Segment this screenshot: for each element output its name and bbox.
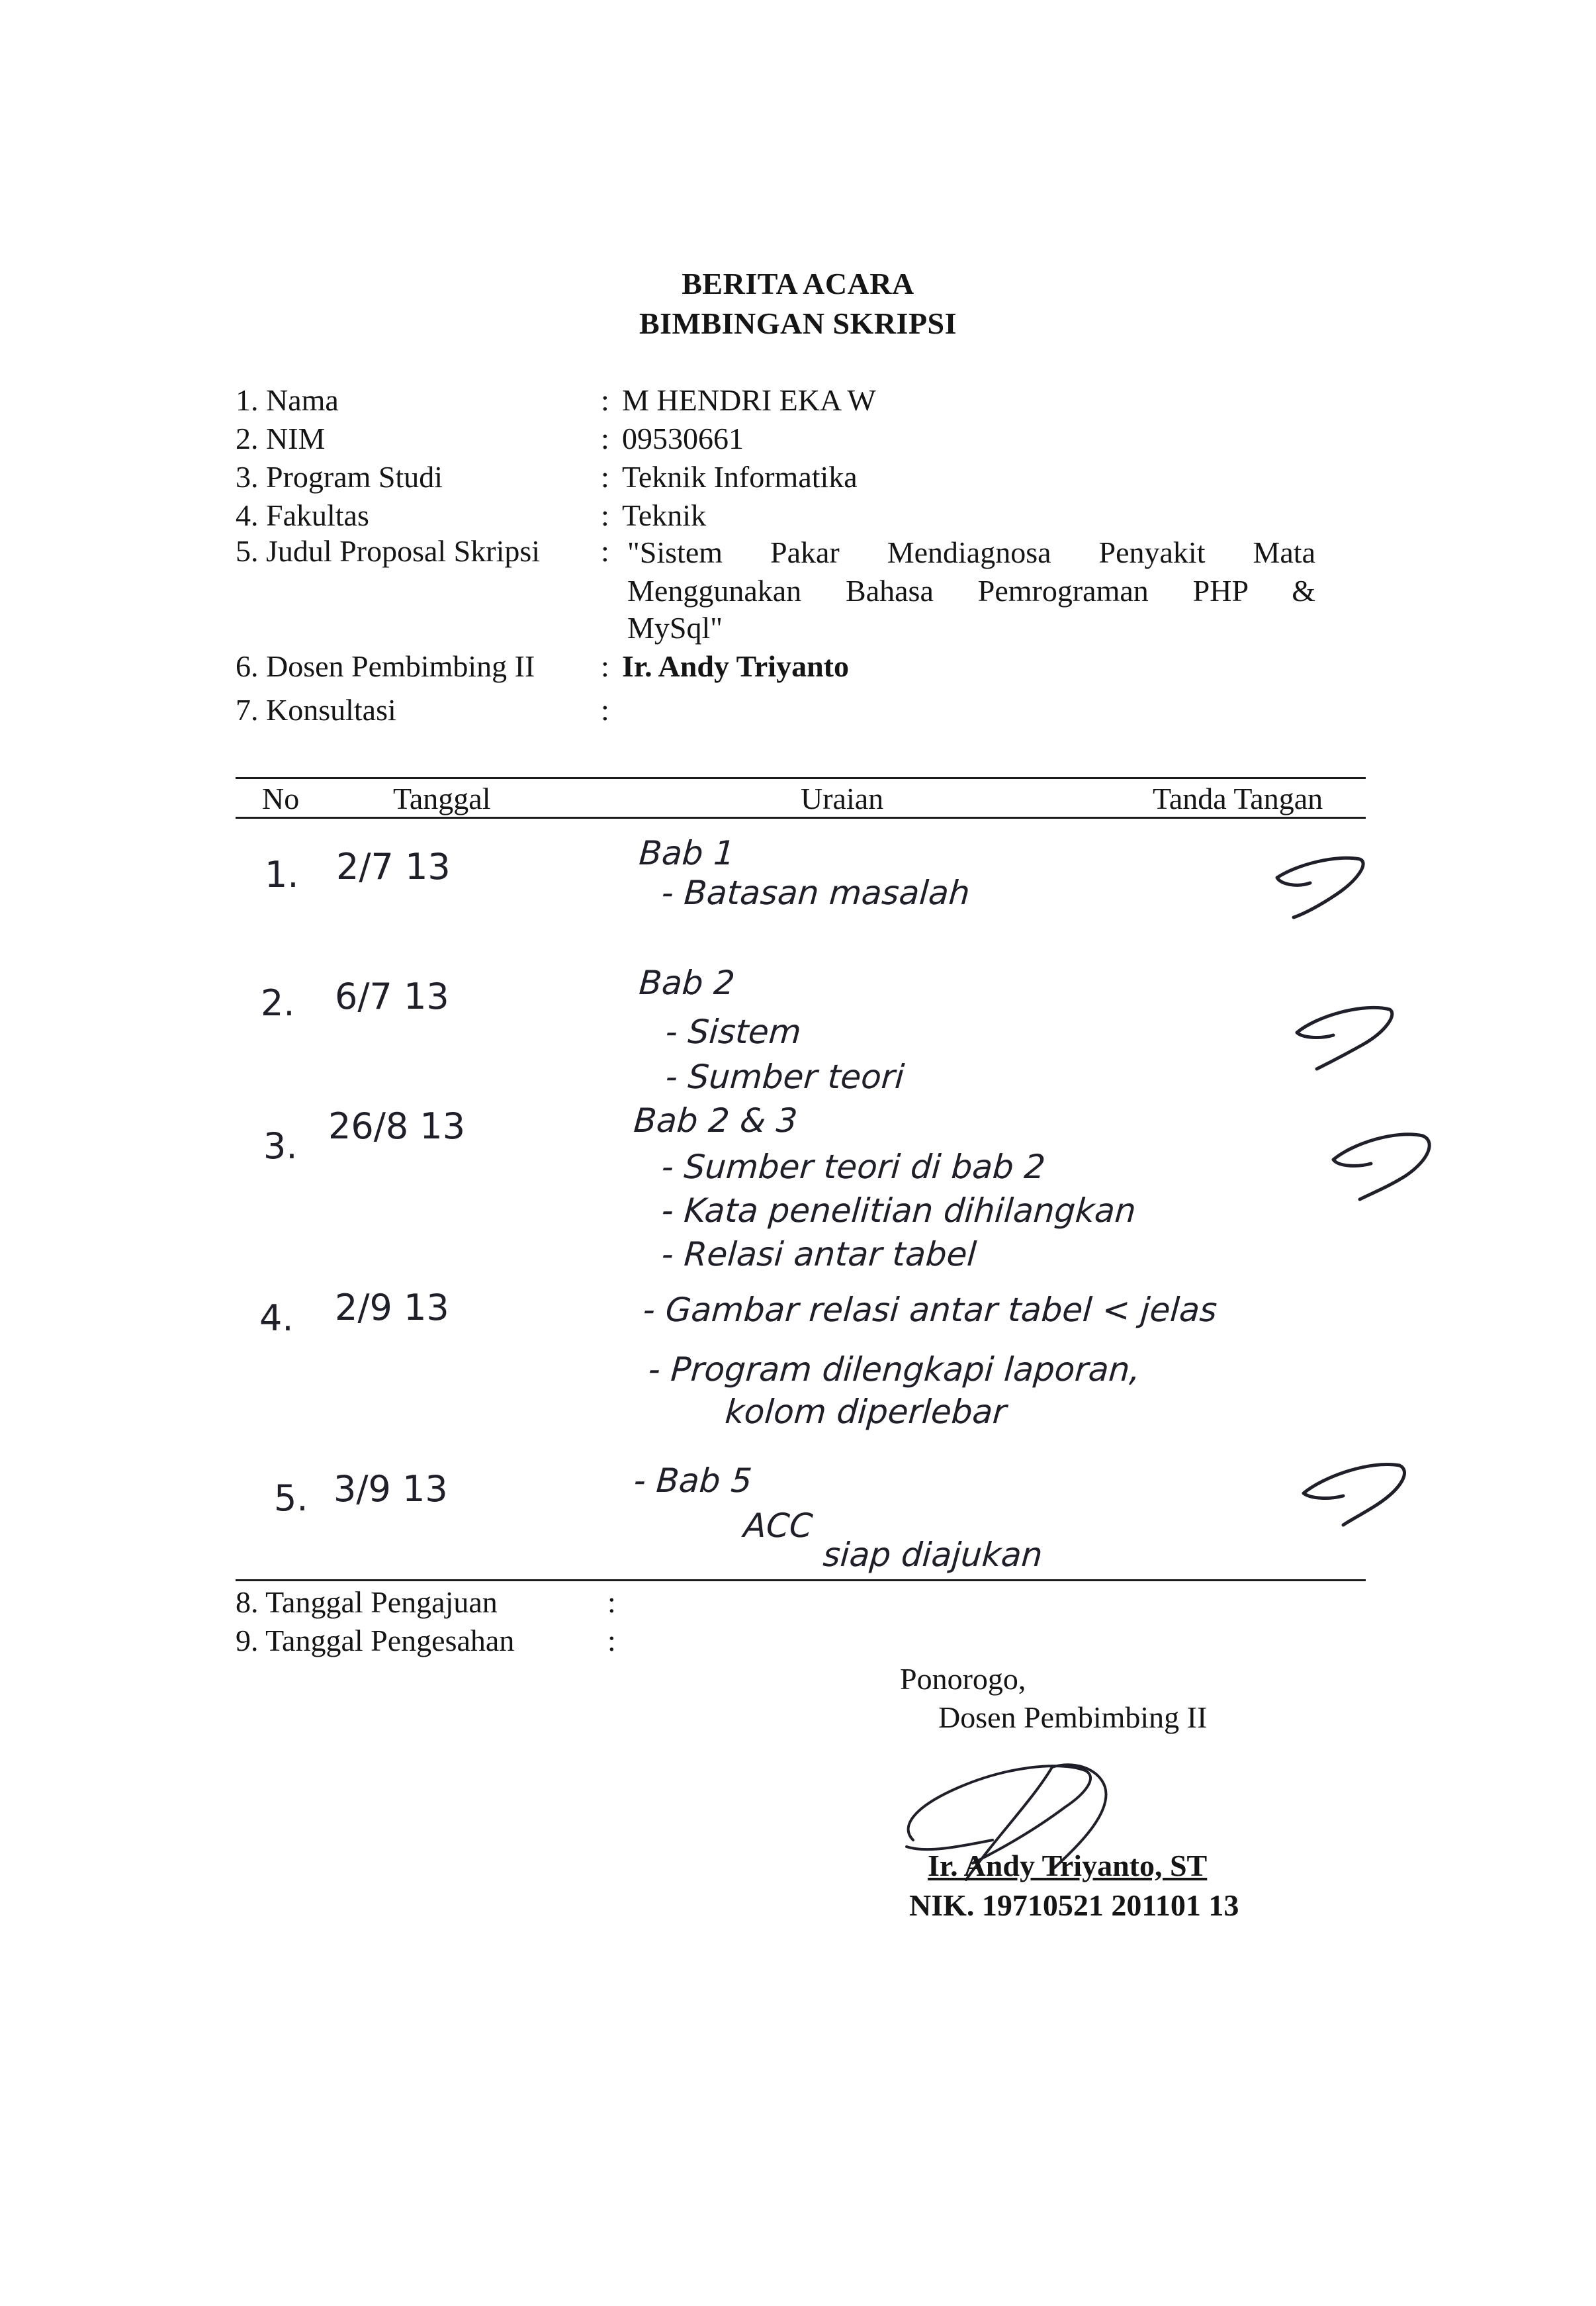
field-value-dosen: Ir. Andy Triyanto bbox=[622, 649, 849, 683]
document-title: BERITA ACARA bbox=[682, 267, 914, 300]
tanggal-pengajuan-label: 8. Tanggal Pengajuan bbox=[236, 1585, 498, 1619]
row-uraian-line: - Relasi antar tabel bbox=[660, 1235, 978, 1273]
field-colon: : bbox=[601, 422, 609, 455]
signature-paraf-icon bbox=[1323, 1127, 1442, 1206]
row-uraian-line: - Sistem bbox=[664, 1013, 803, 1051]
row-no: 1. bbox=[265, 854, 299, 896]
field-colon: : bbox=[601, 649, 609, 683]
field-label-fakultas: 4. Fakultas bbox=[236, 498, 369, 532]
field-value-fakultas: Teknik bbox=[622, 498, 707, 532]
row-date: 26/8 13 bbox=[328, 1105, 466, 1147]
row-date: 6/7 13 bbox=[335, 976, 449, 1017]
field-value-nama: M HENDRI EKA W bbox=[622, 383, 876, 417]
field-colon: : bbox=[601, 383, 609, 417]
field-colon: : bbox=[601, 534, 609, 568]
field-colon: : bbox=[601, 693, 609, 727]
judul-line-1: "Sistem Pakar Mendiagnosa Penyakit Mata bbox=[627, 535, 1315, 569]
field-colon: : bbox=[601, 460, 609, 494]
row-uraian-line: - Program dilengkapi laporan, bbox=[646, 1350, 1142, 1389]
row-uraian-line: ACC bbox=[742, 1506, 815, 1545]
column-header-tanda-tangan: Tanda Tangan bbox=[1153, 782, 1323, 815]
row-date: 2/7 13 bbox=[336, 846, 451, 888]
judul-line-3: MySql" bbox=[627, 611, 723, 645]
row-no: 3. bbox=[263, 1125, 298, 1167]
field-colon: : bbox=[601, 498, 609, 532]
field-colon: : bbox=[607, 1585, 616, 1619]
signature-name: Ir. Andy Triyanto, ST bbox=[928, 1849, 1208, 1882]
row-no: 5. bbox=[274, 1477, 308, 1519]
field-label-dosen: 6. Dosen Pembimbing II bbox=[236, 649, 535, 683]
signature-paraf-icon bbox=[1257, 851, 1376, 924]
column-header-tanggal: Tanggal bbox=[393, 782, 491, 815]
row-uraian-line: - Batasan masalah bbox=[660, 874, 971, 912]
judul-line-2: Menggunakan Bahasa Pemrograman PHP & bbox=[627, 574, 1315, 608]
row-uraian-line: siap diajukan bbox=[821, 1536, 1044, 1574]
field-label-nim: 2. NIM bbox=[236, 422, 326, 455]
row-uraian-line: - Bab 5 bbox=[632, 1461, 754, 1500]
row-uraian-line: - Kata penelitian dihilangkan bbox=[660, 1191, 1137, 1230]
signature-nik: NIK. 19710521 201101 13 bbox=[909, 1888, 1239, 1922]
row-uraian-line: - Sumber teori bbox=[664, 1058, 906, 1096]
tanggal-pengesahan-label: 9. Tanggal Pengesahan bbox=[236, 1624, 515, 1657]
field-label-program-studi: 3. Program Studi bbox=[236, 460, 443, 494]
row-uraian-line: Bab 1 bbox=[637, 834, 736, 872]
table-header-rule bbox=[236, 817, 1366, 819]
row-no: 4. bbox=[259, 1297, 294, 1339]
field-value-judul bbox=[627, 533, 1315, 610]
column-header-no: No bbox=[262, 782, 300, 815]
table-top-rule bbox=[236, 777, 1366, 779]
field-label-nama: 1. Nama bbox=[236, 383, 339, 417]
field-label-konsultasi: 7. Konsultasi bbox=[236, 693, 396, 727]
document-subtitle: BIMBINGAN SKRIPSI bbox=[639, 306, 957, 340]
row-date: 2/9 13 bbox=[335, 1287, 449, 1328]
field-value-nim: 09530661 bbox=[622, 422, 744, 455]
signature-paraf-icon bbox=[1297, 1453, 1416, 1533]
table-bottom-rule bbox=[236, 1579, 1366, 1581]
field-colon: : bbox=[607, 1624, 616, 1657]
row-uraian-line: Bab 2 & 3 bbox=[632, 1101, 799, 1140]
column-header-uraian: Uraian bbox=[801, 782, 884, 815]
row-uraian-line: - Gambar relasi antar tabel < jelas bbox=[641, 1291, 1219, 1329]
row-date: 3/9 13 bbox=[333, 1468, 448, 1510]
row-uraian-line: - Sumber teori di bab 2 bbox=[660, 1148, 1047, 1186]
field-value-program-studi: Teknik Informatika bbox=[622, 460, 858, 494]
row-no: 2. bbox=[261, 982, 295, 1024]
row-uraian-line: kolom diperlebar bbox=[723, 1393, 1008, 1431]
signature-place: Ponorogo, bbox=[900, 1662, 1026, 1696]
signature-paraf-icon bbox=[1284, 999, 1403, 1072]
field-label-judul: 5. Judul Proposal Skripsi bbox=[236, 534, 541, 568]
signature-role: Dosen Pembimbing II bbox=[938, 1700, 1208, 1734]
row-uraian-line: Bab 2 bbox=[637, 964, 736, 1002]
